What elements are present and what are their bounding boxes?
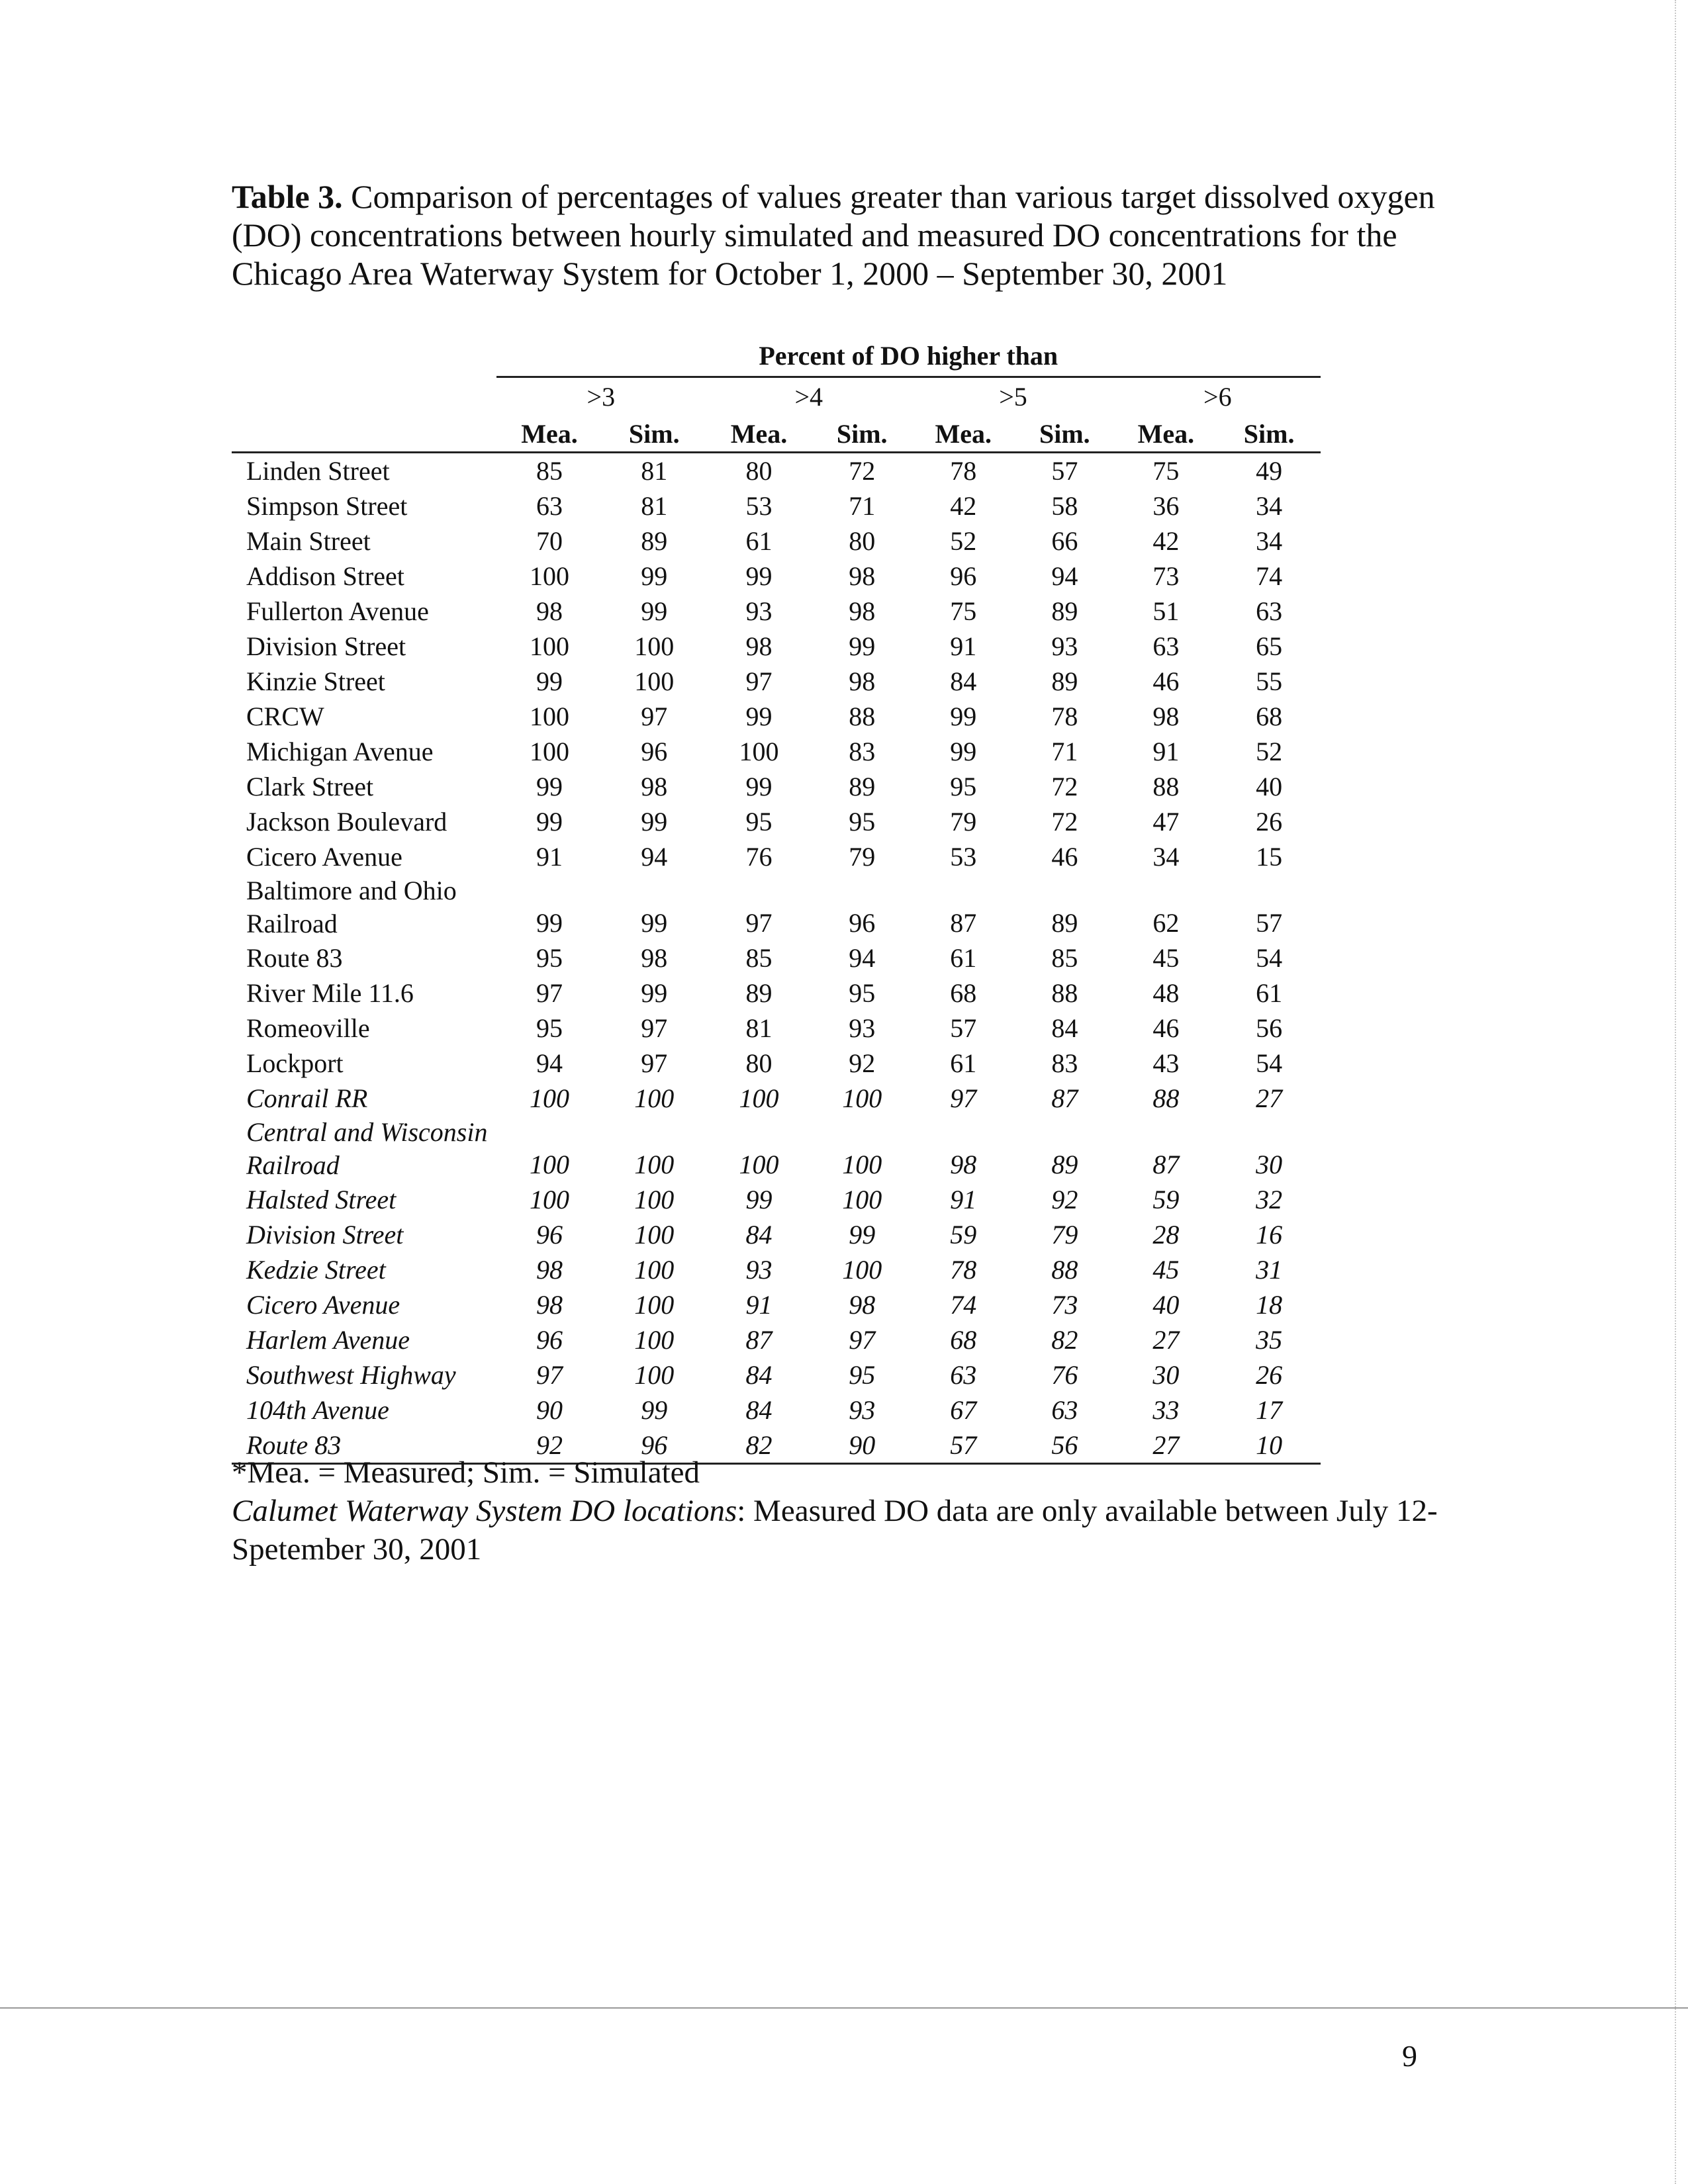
do-comparison-table <box>232 336 1321 1465</box>
abbreviation-note: *Mea. = Measured; Sim. = Simulated <box>232 1455 700 1490</box>
table-row <box>232 976 1321 1011</box>
location-cell: Route 83 <box>246 943 343 973</box>
value-cell: 75 <box>1152 456 1180 486</box>
value-cell: 99 <box>536 772 563 801</box>
value-cell: 88 <box>1051 978 1078 1008</box>
value-cell: 82 <box>1051 1325 1078 1355</box>
value-cell: 97 <box>641 702 668 731</box>
value-cell: 99 <box>641 1395 668 1425</box>
value-cell: 80 <box>745 1048 773 1078</box>
value-cell: 93 <box>745 596 773 626</box>
value-cell: 88 <box>1152 772 1180 801</box>
value-cell: 85 <box>745 943 773 973</box>
value-cell: 97 <box>641 1048 668 1078</box>
location-cell: 104th Avenue <box>246 1395 389 1425</box>
value-cell: 74 <box>950 1290 977 1320</box>
value-cell: 99 <box>745 772 773 801</box>
value-cell: 57 <box>912 1428 1015 1464</box>
value-cell: 100 <box>634 1290 675 1320</box>
value-cell: 56 <box>1256 1013 1283 1043</box>
value-cell: 27 <box>1256 1083 1283 1113</box>
value-cell: 63 <box>1051 1395 1078 1425</box>
location-cell: Route 83 <box>232 1428 496 1464</box>
table-row <box>232 1217 1321 1252</box>
value-cell: 99 <box>849 631 876 661</box>
location-cell: Conrail RR <box>246 1083 368 1113</box>
value-cell: 63 <box>536 491 563 521</box>
value-cell: 47 <box>1152 807 1180 837</box>
value-cell: 87 <box>1051 1083 1078 1113</box>
value-cell: 99 <box>641 807 668 837</box>
value-cell: 87 <box>1152 1150 1180 1179</box>
table-body <box>232 453 1321 1464</box>
value-cell: 100 <box>634 1255 675 1285</box>
value-cell: 80 <box>745 456 773 486</box>
table-row <box>232 629 1321 664</box>
table-row <box>232 1046 1321 1081</box>
col-header: Mea. <box>912 416 1015 453</box>
value-cell: 52 <box>1256 737 1283 766</box>
value-cell: 91 <box>745 1290 773 1320</box>
calumet-text: : Measured DO data are only available between July 12- Spetember 30, 2001 <box>232 1494 1438 1567</box>
caption-label: Table 3. <box>232 178 343 215</box>
value-cell: 28 <box>1152 1220 1180 1250</box>
value-cell: 89 <box>641 526 668 556</box>
table-row <box>232 1116 1321 1182</box>
value-cell: 100 <box>634 1325 675 1355</box>
value-cell: 97 <box>745 908 773 938</box>
value-cell: 99 <box>536 807 563 837</box>
value-cell: 46 <box>1152 1013 1180 1043</box>
value-cell: 42 <box>1152 526 1180 556</box>
value-cell: 72 <box>1051 807 1078 837</box>
value-cell: 95 <box>849 807 876 837</box>
value-cell: 100 <box>842 1255 882 1285</box>
value-cell: 26 <box>1256 1360 1283 1390</box>
value-cell: 100 <box>842 1185 882 1214</box>
value-cell: 98 <box>641 943 668 973</box>
value-cell: 89 <box>1051 1150 1078 1179</box>
value-cell: 96 <box>536 1220 563 1250</box>
value-cell: 30 <box>1152 1360 1180 1390</box>
value-cell: 99 <box>950 737 977 766</box>
value-cell: 98 <box>536 596 563 626</box>
value-cell: 87 <box>950 908 977 938</box>
value-cell: 98 <box>950 1150 977 1179</box>
table-row <box>232 1322 1321 1357</box>
value-cell: 46 <box>1152 666 1180 696</box>
value-cell: 91 <box>1152 737 1180 766</box>
value-cell: 100 <box>529 1185 569 1214</box>
value-cell: 100 <box>529 737 569 766</box>
value-cell: 90 <box>812 1428 912 1464</box>
value-cell: 68 <box>950 978 977 1008</box>
value-cell: 100 <box>634 666 675 696</box>
value-cell: 57 <box>1256 908 1283 938</box>
value-cell: 81 <box>641 456 668 486</box>
table-row <box>232 734 1321 769</box>
value-cell: 98 <box>849 1290 876 1320</box>
page-divider <box>0 2007 1688 2009</box>
value-cell: 32 <box>1256 1185 1283 1214</box>
value-cell: 100 <box>634 1360 675 1390</box>
col-header: Mea. <box>496 416 603 453</box>
value-cell: 34 <box>1152 842 1180 872</box>
value-cell: 100 <box>634 1185 675 1214</box>
value-cell: 27 <box>1152 1325 1180 1355</box>
value-cell: 58 <box>1051 491 1078 521</box>
value-cell: 95 <box>536 1013 563 1043</box>
value-cell: 76 <box>1051 1360 1078 1390</box>
value-cell: 40 <box>1152 1290 1180 1320</box>
value-cell: 98 <box>745 631 773 661</box>
value-cell: 88 <box>1051 1255 1078 1285</box>
calumet-label: Calumet Waterway System DO locations <box>232 1494 737 1528</box>
value-cell: 84 <box>1051 1013 1078 1043</box>
value-cell: 88 <box>849 702 876 731</box>
value-cell: 68 <box>950 1325 977 1355</box>
value-cell: 100 <box>529 702 569 731</box>
value-cell: 83 <box>1051 1048 1078 1078</box>
location-cell: Linden Street <box>246 456 390 486</box>
value-cell: 100 <box>529 631 569 661</box>
value-cell: 79 <box>950 807 977 837</box>
value-cell: 99 <box>849 1220 876 1250</box>
value-cell: 93 <box>1051 631 1078 661</box>
col-header: Sim. <box>1217 416 1321 453</box>
value-cell: 97 <box>641 1013 668 1043</box>
value-cell: 99 <box>641 908 668 938</box>
value-cell: 71 <box>1051 737 1078 766</box>
value-cell: 73 <box>1051 1290 1078 1320</box>
location-cell: CRCW <box>246 702 324 731</box>
value-cell: 99 <box>641 596 668 626</box>
table-row <box>232 488 1321 523</box>
value-cell: 79 <box>1051 1220 1078 1250</box>
location-cell: Kinzie Street <box>246 666 385 696</box>
value-cell: 100 <box>634 1083 675 1113</box>
value-cell: 15 <box>1256 842 1283 872</box>
table-row <box>232 699 1321 734</box>
value-cell: 78 <box>950 456 977 486</box>
table-row <box>232 1252 1321 1287</box>
table-row <box>232 1011 1321 1046</box>
value-cell: 93 <box>745 1255 773 1285</box>
group-header-3: >3 <box>496 377 706 417</box>
table-row <box>232 839 1321 874</box>
value-cell: 83 <box>849 737 876 766</box>
value-cell: 98 <box>536 1290 563 1320</box>
value-cell: 71 <box>849 491 876 521</box>
location-cell: Jackson Boulevard <box>246 807 447 837</box>
value-cell: 85 <box>536 456 563 486</box>
location-cell: Central and Wisconsin Railroad <box>246 1117 488 1180</box>
value-cell: 92 <box>849 1048 876 1078</box>
value-cell: 89 <box>1051 908 1078 938</box>
value-cell: 95 <box>849 1360 876 1390</box>
value-cell: 63 <box>950 1360 977 1390</box>
value-cell: 79 <box>849 842 876 872</box>
location-cell: Romeoville <box>246 1013 370 1043</box>
value-cell: 84 <box>950 666 977 696</box>
value-cell: 31 <box>1256 1255 1283 1285</box>
location-cell: Division Street <box>246 631 406 661</box>
table-row <box>232 1357 1321 1392</box>
value-cell: 96 <box>950 561 977 591</box>
value-cell: 91 <box>950 631 977 661</box>
table-row <box>232 874 1321 940</box>
value-cell: 61 <box>745 526 773 556</box>
super-header: Percent of DO higher than <box>759 341 1058 371</box>
value-cell: 100 <box>634 631 675 661</box>
value-cell: 98 <box>1152 702 1180 731</box>
value-cell: 72 <box>1051 772 1078 801</box>
value-cell: 33 <box>1152 1395 1180 1425</box>
value-cell: 61 <box>950 1048 977 1078</box>
value-cell: 54 <box>1256 1048 1283 1078</box>
value-cell: 92 <box>496 1428 603 1464</box>
value-cell: 84 <box>745 1220 773 1250</box>
value-cell: 98 <box>849 666 876 696</box>
value-cell: 45 <box>1152 943 1180 973</box>
value-cell: 94 <box>536 1048 563 1078</box>
value-cell: 97 <box>849 1325 876 1355</box>
value-cell: 100 <box>634 1150 675 1179</box>
value-cell: 51 <box>1152 596 1180 626</box>
value-cell: 99 <box>745 1185 773 1214</box>
value-cell: 84 <box>745 1360 773 1390</box>
value-cell: 100 <box>739 737 779 766</box>
value-cell: 99 <box>536 666 563 696</box>
value-cell: 100 <box>529 561 569 591</box>
value-cell: 96 <box>641 737 668 766</box>
value-cell: 72 <box>849 456 876 486</box>
value-cell: 81 <box>641 491 668 521</box>
value-cell: 56 <box>1015 1428 1114 1464</box>
value-cell: 88 <box>1152 1083 1180 1113</box>
value-cell: 48 <box>1152 978 1180 1008</box>
table-row <box>232 453 1321 489</box>
value-cell: 99 <box>950 702 977 731</box>
value-cell: 89 <box>1051 666 1078 696</box>
value-cell: 53 <box>950 842 977 872</box>
value-cell: 36 <box>1152 491 1180 521</box>
location-cell: Kedzie Street <box>246 1255 386 1285</box>
value-cell: 98 <box>536 1255 563 1285</box>
value-cell: 45 <box>1152 1255 1180 1285</box>
col-header: Sim. <box>812 416 912 453</box>
value-cell: 94 <box>1051 561 1078 591</box>
value-cell: 95 <box>745 807 773 837</box>
value-cell: 94 <box>849 943 876 973</box>
value-cell: 16 <box>1256 1220 1283 1250</box>
value-cell: 57 <box>1051 456 1078 486</box>
group-header-6: >6 <box>1115 377 1321 417</box>
value-cell: 53 <box>745 491 773 521</box>
value-cell: 63 <box>1152 631 1180 661</box>
table-row <box>232 523 1321 559</box>
value-cell: 90 <box>536 1395 563 1425</box>
value-cell: 97 <box>745 666 773 696</box>
group-header-5: >5 <box>912 377 1114 417</box>
value-cell: 61 <box>950 943 977 973</box>
value-cell: 34 <box>1256 491 1283 521</box>
value-cell: 40 <box>1256 772 1283 801</box>
table-caption <box>232 177 1450 293</box>
value-cell: 42 <box>950 491 977 521</box>
location-cell: Cicero Avenue <box>246 842 402 872</box>
value-cell: 49 <box>1256 456 1283 486</box>
location-cell: Simpson Street <box>246 491 408 521</box>
value-cell: 26 <box>1256 807 1283 837</box>
location-cell: Southwest Highway <box>246 1360 456 1390</box>
value-cell: 55 <box>1256 666 1283 696</box>
value-cell: 81 <box>745 1013 773 1043</box>
value-cell: 76 <box>745 842 773 872</box>
value-cell: 98 <box>641 772 668 801</box>
value-cell: 61 <box>1256 978 1283 1008</box>
location-cell: Michigan Avenue <box>246 737 434 766</box>
value-cell: 95 <box>950 772 977 801</box>
location-cell: Main Street <box>246 526 371 556</box>
table-row <box>232 940 1321 976</box>
value-cell: 100 <box>634 1220 675 1250</box>
col-header: Mea. <box>1115 416 1218 453</box>
value-cell: 99 <box>641 561 668 591</box>
value-cell: 18 <box>1256 1290 1283 1320</box>
value-cell: 85 <box>1051 943 1078 973</box>
value-cell: 59 <box>950 1220 977 1250</box>
value-cell: 34 <box>1256 526 1283 556</box>
value-cell: 57 <box>950 1013 977 1043</box>
location-cell: Clark Street <box>246 772 374 801</box>
value-cell: 27 <box>1115 1428 1218 1464</box>
table-row <box>232 1392 1321 1428</box>
value-cell: 95 <box>849 978 876 1008</box>
location-cell: Division Street <box>246 1220 404 1250</box>
value-cell: 73 <box>1152 561 1180 591</box>
location-cell: Addison Street <box>246 561 404 591</box>
value-cell: 54 <box>1256 943 1283 973</box>
page-number: 9 <box>1402 2039 1417 2073</box>
value-cell: 93 <box>849 1395 876 1425</box>
value-cell: 46 <box>1051 842 1078 872</box>
calumet-note <box>232 1492 1450 1569</box>
value-cell: 89 <box>849 772 876 801</box>
table-row <box>232 804 1321 839</box>
value-cell: 62 <box>1152 908 1180 938</box>
value-cell: 100 <box>842 1083 882 1113</box>
value-cell: 93 <box>849 1013 876 1043</box>
value-cell: 100 <box>739 1150 779 1179</box>
location-cell: Cicero Avenue <box>246 1290 400 1320</box>
value-cell: 100 <box>529 1150 569 1179</box>
value-cell: 92 <box>1051 1185 1078 1214</box>
value-cell: 17 <box>1256 1395 1283 1425</box>
value-cell: 35 <box>1256 1325 1283 1355</box>
value-cell: 59 <box>1152 1185 1180 1214</box>
value-cell: 82 <box>706 1428 812 1464</box>
col-header: Sim. <box>1015 416 1114 453</box>
value-cell: 94 <box>641 842 668 872</box>
value-cell: 87 <box>745 1325 773 1355</box>
value-cell: 43 <box>1152 1048 1180 1078</box>
value-cell: 67 <box>950 1395 977 1425</box>
value-cell: 65 <box>1256 631 1283 661</box>
table-row <box>232 559 1321 594</box>
table-row <box>232 594 1321 629</box>
value-cell: 99 <box>536 908 563 938</box>
value-cell: 97 <box>536 978 563 1008</box>
value-cell: 96 <box>602 1428 706 1464</box>
table-row <box>232 664 1321 699</box>
value-cell: 66 <box>1051 526 1078 556</box>
value-cell: 52 <box>950 526 977 556</box>
value-cell: 63 <box>1256 596 1283 626</box>
value-cell: 89 <box>745 978 773 1008</box>
value-cell: 68 <box>1256 702 1283 731</box>
value-cell: 100 <box>842 1150 882 1179</box>
group-header-4: >4 <box>706 377 912 417</box>
table-row <box>232 769 1321 804</box>
location-cell: Harlem Avenue <box>246 1325 410 1355</box>
value-cell: 78 <box>1051 702 1078 731</box>
table-row <box>232 1081 1321 1116</box>
value-cell: 70 <box>536 526 563 556</box>
col-header: Mea. <box>706 416 812 453</box>
caption-text: Comparison of percentages of values greater than various target dissolved oxygen (DO) concentrations between hourly simulated and measured DO concentrations for the Chicago Area Waterway System for October 1, 2000 – September 30, 2001 <box>232 178 1435 292</box>
value-cell: 99 <box>745 702 773 731</box>
value-cell: 99 <box>641 978 668 1008</box>
value-cell: 98 <box>849 596 876 626</box>
value-cell: 84 <box>745 1395 773 1425</box>
value-cell: 97 <box>536 1360 563 1390</box>
location-cell: Baltimore and Ohio Railroad <box>246 876 457 938</box>
value-cell: 30 <box>1256 1150 1283 1179</box>
value-cell: 96 <box>849 908 876 938</box>
col-header: Sim. <box>602 416 706 453</box>
value-cell: 100 <box>739 1083 779 1113</box>
location-cell: Fullerton Avenue <box>246 596 429 626</box>
value-cell: 99 <box>745 561 773 591</box>
table-row <box>232 1182 1321 1217</box>
value-cell: 80 <box>849 526 876 556</box>
location-cell: Lockport <box>246 1048 344 1078</box>
value-cell: 75 <box>950 596 977 626</box>
value-cell: 98 <box>849 561 876 591</box>
location-cell: River Mile 11.6 <box>246 978 414 1008</box>
value-cell: 78 <box>950 1255 977 1285</box>
table-row <box>232 1287 1321 1322</box>
value-cell: 91 <box>950 1185 977 1214</box>
value-cell: 91 <box>536 842 563 872</box>
value-cell: 100 <box>529 1083 569 1113</box>
scan-edge-line <box>1675 0 1676 2184</box>
value-cell: 97 <box>950 1083 977 1113</box>
location-cell: Halsted Street <box>246 1185 397 1214</box>
value-cell: 96 <box>536 1325 563 1355</box>
value-cell: 89 <box>1051 596 1078 626</box>
value-cell: 10 <box>1217 1428 1321 1464</box>
value-cell: 95 <box>536 943 563 973</box>
value-cell: 74 <box>1256 561 1283 591</box>
